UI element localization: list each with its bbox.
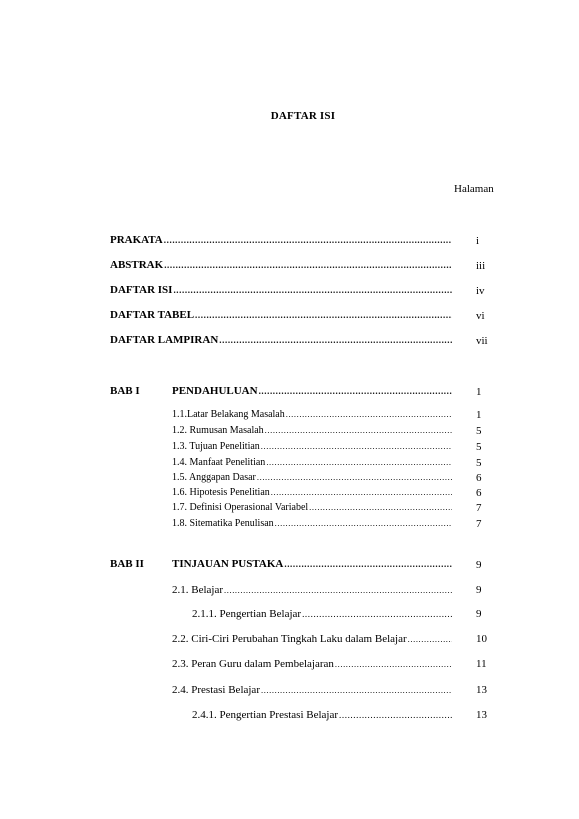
toc-chapter-tinjauan-pustaka[interactable] — [172, 558, 452, 570]
section-label: 1.1.Latar Belakang Masalah — [172, 409, 285, 420]
toc-entry-label: PRAKATA — [110, 234, 163, 246]
document-title: DAFTAR ISI — [270, 110, 336, 122]
section-label: 1.7. Definisi Operasional Variabel — [172, 502, 309, 513]
chapter-code: BAB I — [110, 385, 140, 397]
toc-section[interactable] — [172, 584, 452, 596]
toc-entry-page: iv — [476, 285, 485, 297]
toc-section[interactable] — [172, 518, 452, 529]
toc-entry-page: iii — [476, 260, 486, 272]
toc-entry-page: 5 — [476, 425, 482, 437]
toc-entry-page: 7 — [476, 518, 482, 530]
toc-section[interactable] — [172, 633, 452, 645]
toc-section[interactable] — [172, 409, 452, 420]
leader-dots — [302, 609, 452, 619]
leader-dots — [266, 457, 452, 467]
toc-subsection[interactable] — [192, 608, 452, 620]
chapter-title: TINJAUAN PUSTAKA — [172, 558, 284, 570]
page-column-header: Halaman — [454, 183, 494, 195]
toc-entry-page: vii — [476, 335, 488, 347]
toc-section[interactable] — [172, 472, 452, 483]
leader-dots — [275, 518, 452, 528]
leader-dots — [224, 585, 452, 595]
section-label: 2.2. Ciri-Ciri Perubahan Tingkah Laku dalam Belajar — [172, 633, 407, 645]
section-label: 1.8. Sitematika Penulisan — [172, 518, 274, 529]
toc-chapter-pendahuluan[interactable] — [172, 385, 452, 397]
section-label: 2.3. Peran Guru dalam Pembelajaran — [172, 658, 334, 670]
leader-dots — [271, 487, 452, 497]
leader-dots — [309, 502, 452, 512]
toc-entry-page: 13 — [476, 709, 487, 721]
toc-entry-page: 11 — [476, 658, 487, 670]
toc-entry-page: 6 — [476, 487, 482, 499]
toc-section[interactable] — [172, 487, 452, 498]
subsection-label: 2.4.1. Pengertian Prestasi Belajar — [192, 709, 339, 721]
toc-entry-page: 9 — [476, 559, 482, 571]
leader-dots — [257, 472, 452, 482]
leader-dots — [286, 409, 452, 419]
toc-entry-page: 13 — [476, 684, 487, 696]
section-label: 2.1. Belajar — [172, 584, 224, 596]
leader-dots — [164, 235, 452, 245]
leader-dots — [408, 634, 452, 644]
leader-dots — [173, 285, 452, 295]
section-label: 1.2. Rumusan Masalah — [172, 425, 264, 436]
toc-entry-daftar-tabel[interactable] — [110, 309, 452, 321]
toc-entry-page: 5 — [476, 441, 482, 453]
section-label: 1.3. Tujuan Penelitian — [172, 441, 260, 452]
section-label: 1.6. Hipotesis Penelitian — [172, 487, 270, 498]
leader-dots — [284, 559, 452, 569]
leader-dots — [259, 386, 452, 396]
toc-section[interactable] — [172, 441, 452, 452]
leader-dots — [195, 310, 452, 320]
toc-entry-page: vi — [476, 310, 485, 322]
toc-entry-page: 9 — [476, 584, 482, 596]
toc-section[interactable] — [172, 658, 452, 670]
toc-entry-label: ABSTRAK — [110, 259, 164, 271]
toc-entry-label: DAFTAR TABEL — [110, 309, 195, 321]
section-label: 1.5. Anggapan Dasar — [172, 472, 256, 483]
toc-subsection[interactable] — [192, 709, 452, 721]
section-label: 1.4. Manfaat Penelitian — [172, 457, 266, 468]
leader-dots — [265, 425, 452, 435]
leader-dots — [164, 260, 452, 270]
toc-entry-page: 1 — [476, 409, 482, 421]
toc-section[interactable] — [172, 457, 452, 468]
leader-dots — [261, 441, 452, 451]
toc-entry-daftar-lampiran[interactable] — [110, 334, 452, 346]
toc-entry-page: 9 — [476, 608, 482, 620]
toc-section[interactable] — [172, 684, 452, 696]
toc-entry-abstrak[interactable] — [110, 259, 452, 271]
toc-entry-page: 10 — [476, 633, 487, 645]
toc-entry-label: DAFTAR LAMPIRAN — [110, 334, 219, 346]
subsection-label: 2.1.1. Pengertian Belajar — [192, 608, 302, 620]
toc-entry-page: i — [476, 235, 480, 247]
toc-entry-page: 1 — [476, 386, 482, 398]
toc-entry-page: 7 — [476, 502, 482, 514]
leader-dots — [335, 659, 452, 669]
chapter-code: BAB II — [110, 558, 144, 570]
toc-entry-prakata[interactable] — [110, 234, 452, 246]
section-label: 2.4. Prestasi Belajar — [172, 684, 260, 696]
chapter-title: PENDAHULUAN — [172, 385, 258, 397]
toc-entry-label: DAFTAR ISI — [110, 284, 173, 296]
leader-dots — [339, 710, 452, 720]
toc-section[interactable] — [172, 425, 452, 436]
leader-dots — [219, 335, 452, 345]
toc-entry-page: 6 — [476, 472, 482, 484]
leader-dots — [261, 685, 452, 695]
toc-section[interactable] — [172, 502, 452, 513]
toc-entry-page: 5 — [476, 457, 482, 469]
toc-entry-daftar-isi[interactable] — [110, 284, 452, 296]
